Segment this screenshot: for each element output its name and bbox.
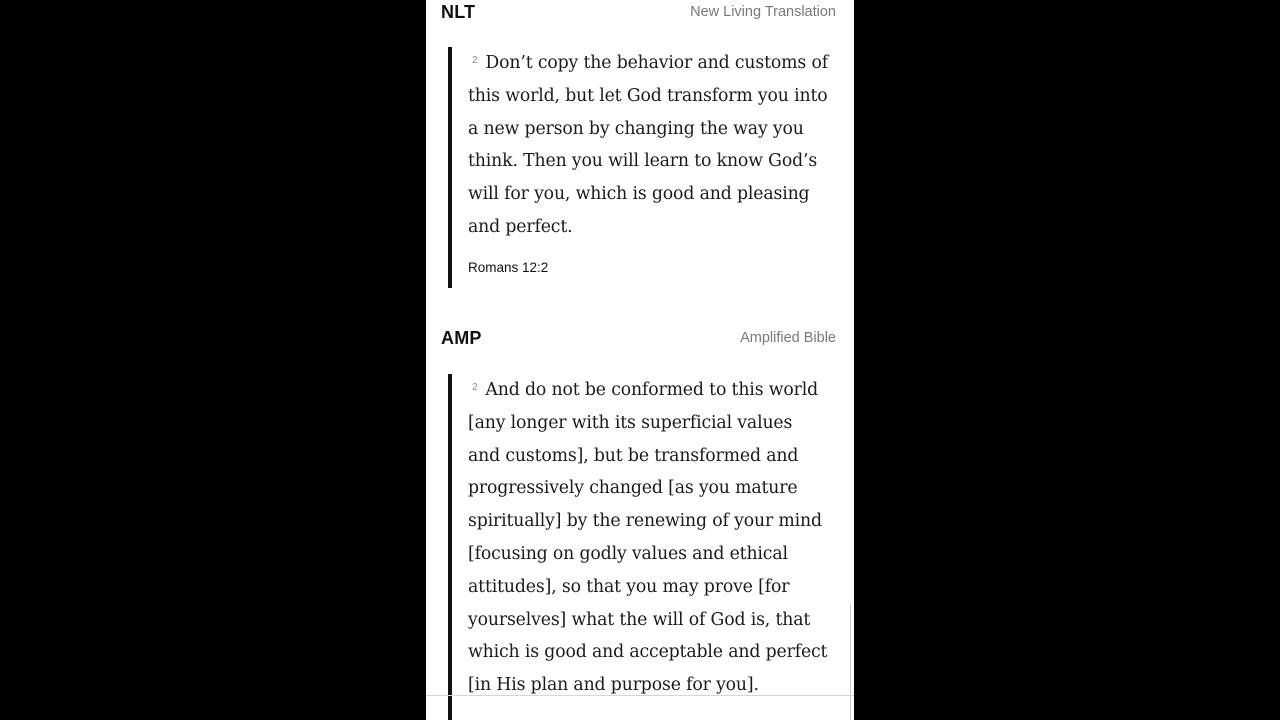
verse-line: and customs], but be transformed and xyxy=(468,445,799,466)
version-full-name: New Living Translation xyxy=(690,4,836,20)
bible-compare-view xyxy=(426,0,854,720)
amp-verse-block[interactable] xyxy=(448,374,840,720)
scrollbar[interactable] xyxy=(850,604,851,720)
verse-line: yourselves] what the will of God is, that xyxy=(468,609,811,630)
verse-line: this world, but let God transform you into xyxy=(468,85,828,106)
verse-number: 2 xyxy=(472,55,478,66)
version-abbreviation: AMP xyxy=(441,327,482,348)
amp-version-header[interactable] xyxy=(441,326,836,350)
verse-line: progressively changed [as you mature xyxy=(468,478,798,499)
verse-line: Don’t copy the behavior and customs of xyxy=(485,53,828,73)
nlt-verse-block[interactable] xyxy=(448,47,840,288)
bottom-divider xyxy=(426,695,854,696)
verse-line: think. Then you will learn to know God’s xyxy=(468,151,818,172)
verse-text xyxy=(468,374,840,702)
verse-text xyxy=(468,47,840,244)
verse-line: which is good and acceptable and perfect xyxy=(468,642,828,663)
verse-line: [focusing on godly values and ethical xyxy=(468,543,788,564)
verse-reference[interactable]: Romans 12:2 xyxy=(468,259,549,275)
verse-line: will for you, which is good and pleasing xyxy=(468,184,810,205)
version-abbreviation: NLT xyxy=(441,1,476,22)
version-full-name: Amplified Bible xyxy=(740,330,836,346)
nlt-version-header[interactable] xyxy=(441,0,836,24)
verse-line: attitudes], so that you may prove [for xyxy=(468,576,790,597)
verse-line: [any longer with its superficial values xyxy=(468,412,793,433)
verse-line: and perfect. xyxy=(468,216,573,237)
verse-line: And do not be conformed to this world xyxy=(485,380,819,400)
verse-line: a new person by changing the way you xyxy=(468,118,804,139)
verse-number: 2 xyxy=(472,382,478,393)
verse-line: spiritually] by the renewing of your mind xyxy=(468,511,822,532)
verse-line: [in His plan and purpose for you]. xyxy=(468,675,759,696)
